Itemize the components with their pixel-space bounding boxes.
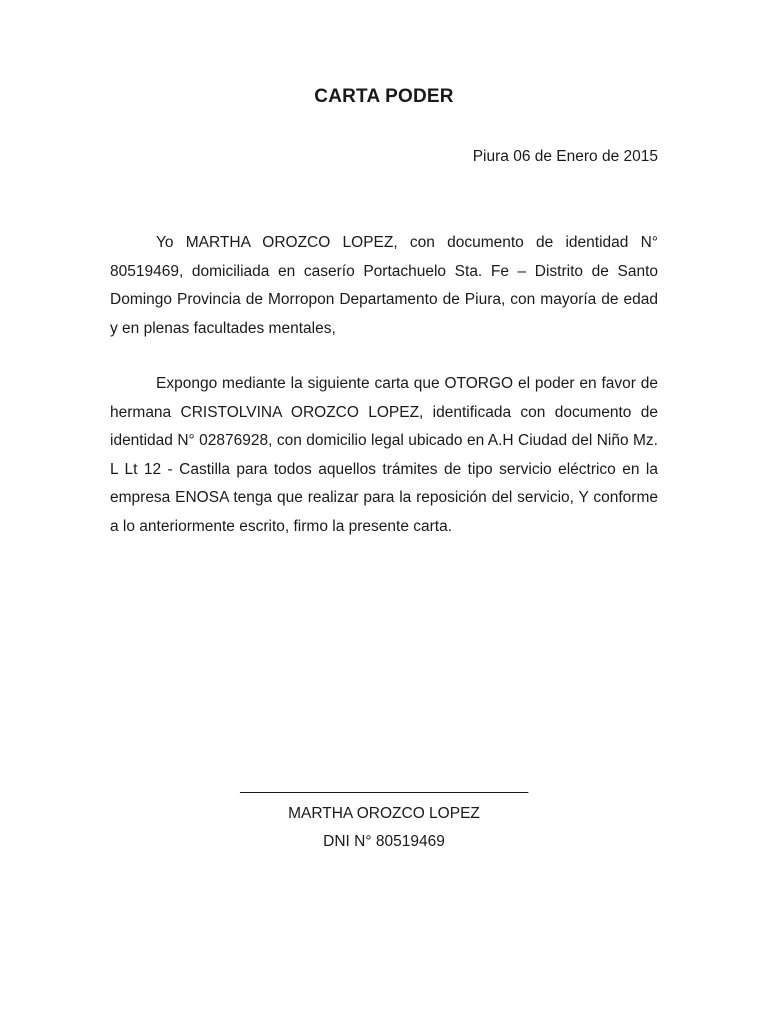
signature-name: MARTHA OROZCO LOPEZ bbox=[288, 805, 480, 822]
document-title: CARTA PODER bbox=[314, 86, 454, 107]
signature-id: DNI N° 80519469 bbox=[323, 833, 445, 850]
place-date: Piura 06 de Enero de 2015 bbox=[472, 148, 658, 165]
signature-line: ___________________________________ bbox=[240, 777, 528, 794]
signature-block bbox=[0, 772, 768, 856]
paragraph-grant: Expongo mediante la siguiente carta que OTORGO el poder en favor de hermana CRISTOLVINA OROZCO LOPEZ, identificada con documento de identidad N° 02876928, con domicilio legal ubicado en A.H Ciudad del Niño Mz. L Lt 12 - Castilla para todos aquellos trámites de tipo servicio eléctrico en la empresa ENOSA tenga que realizar para la reposición del servicio, Y conforme a lo anteriormente escrito, firmo la presente carta. bbox=[110, 375, 658, 535]
paragraph-identity: Yo MARTHA OROZCO LOPEZ, con documento de identidad N° 80519469, domiciliada en caserío Portachuelo Sta. Fe – Distrito de Santo Domingo Provincia de Morropon Departamento de Piura, con mayoría de edad y en plenas facultades mentales, bbox=[110, 234, 658, 337]
